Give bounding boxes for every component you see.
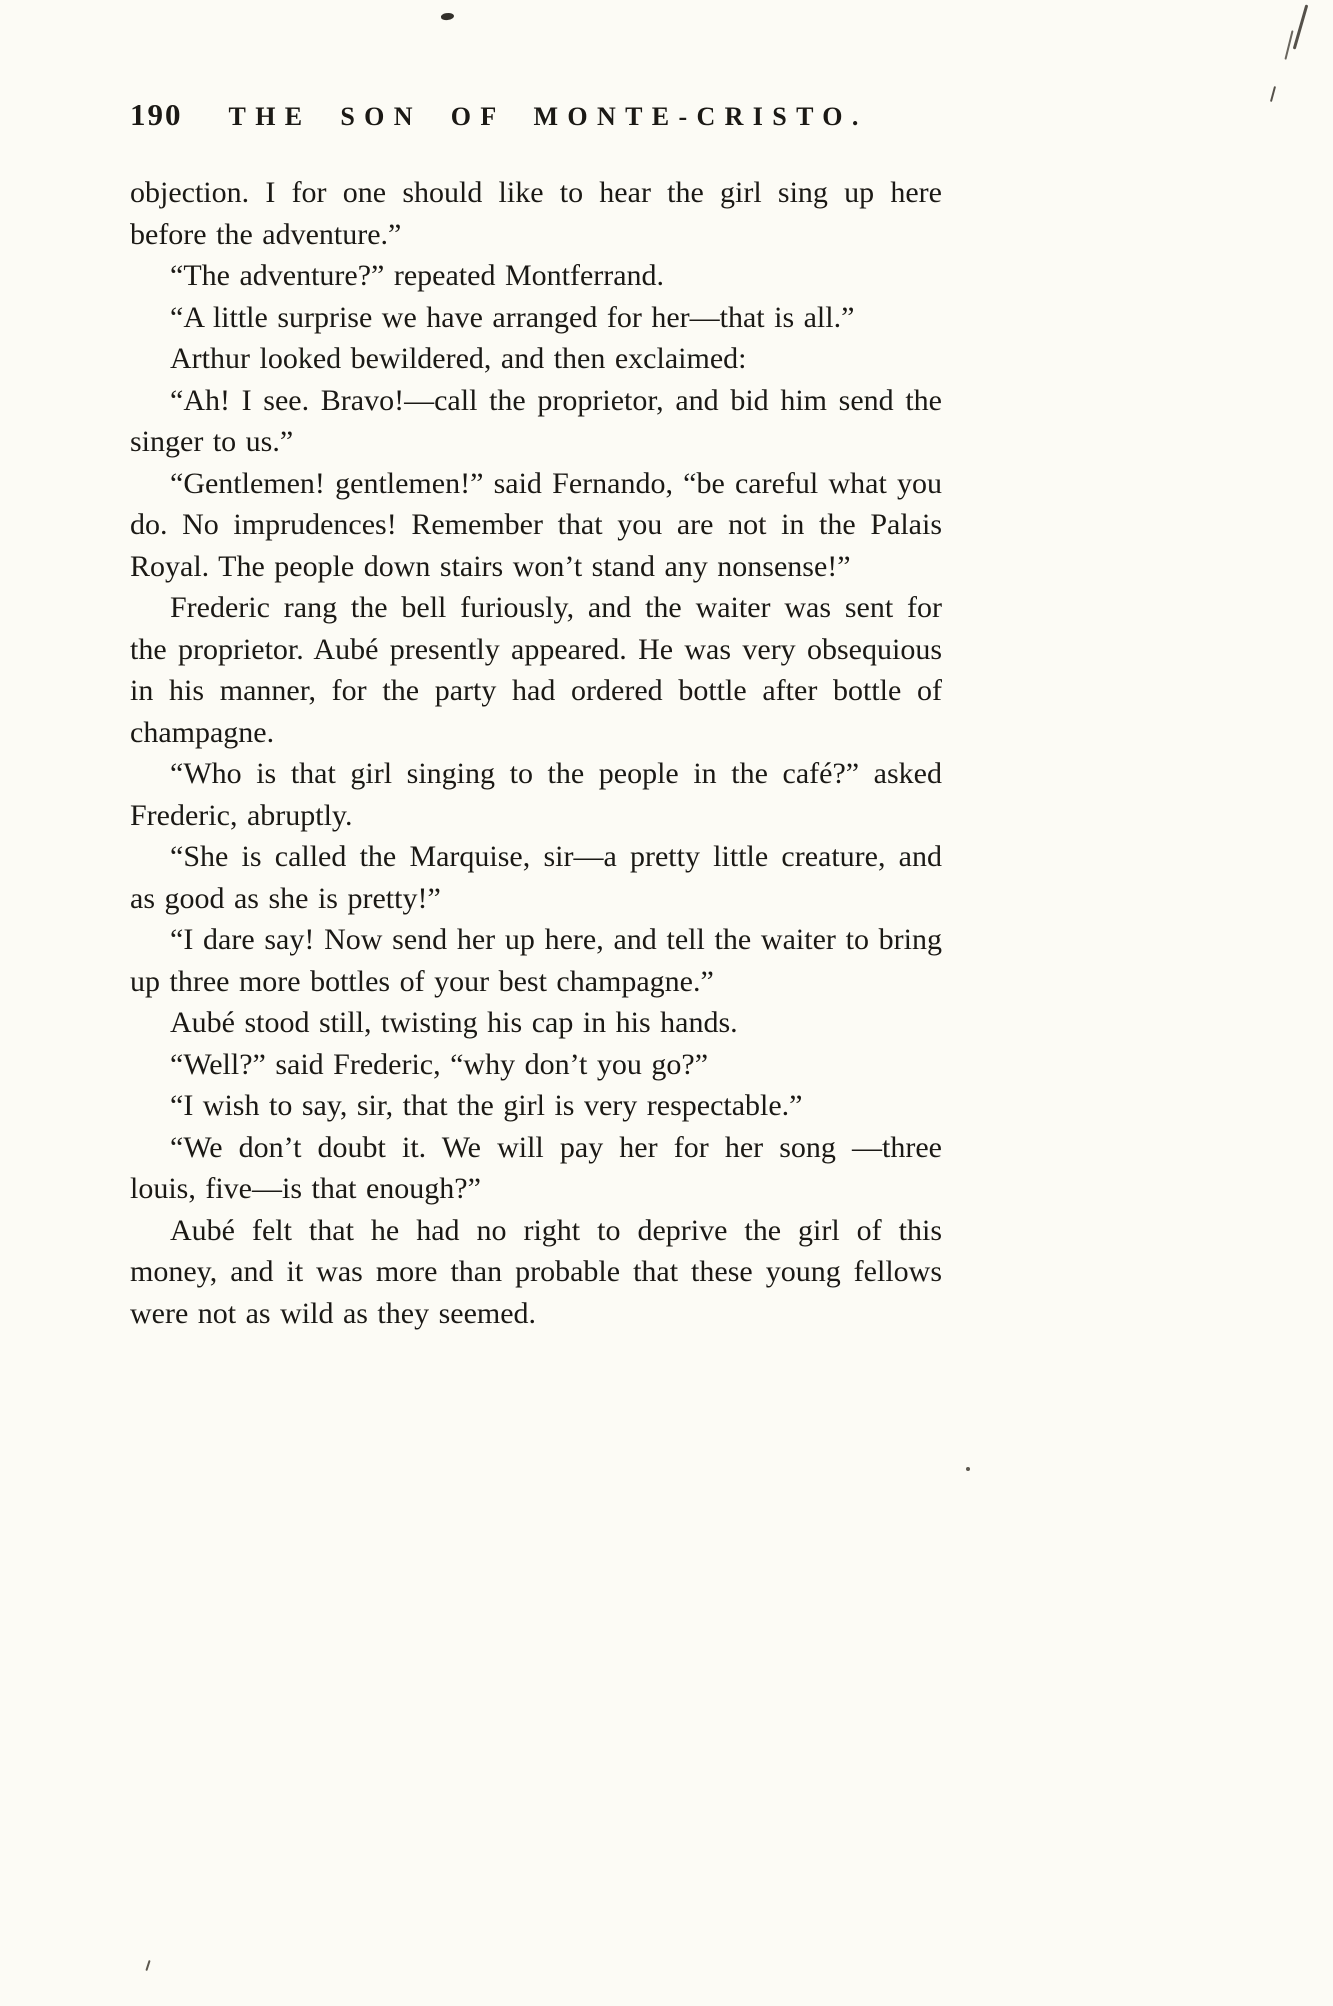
paragraph: Aubé stood still, twisting his cap in his hands. [170, 1006, 738, 1039]
paragraph: “Who is that girl singing to the people in the café?” asked Frederic, abruptly. [130, 757, 942, 832]
paragraph: objection. I for one should like to hear the girl sing up here before the adventure.” [130, 176, 942, 251]
ink-speck [966, 1467, 970, 1471]
paragraph: “The adventure?” repeated Montferrand. [170, 259, 665, 292]
running-title: THE SON OF MONTE-CRISTO. [228, 102, 868, 131]
paragraph: “Ah! I see. Bravo!—call the proprietor, and bid him send the singer to us.” [130, 383, 942, 458]
paragraph: “We don’t doubt it. We will pay her for her song —three louis, five—is that enough?” [130, 1130, 942, 1205]
paragraph: Arthur looked bewildered, and then exclaimed: [170, 342, 747, 375]
scan-slash-mark [1284, 30, 1293, 60]
scan-slash-mark [1270, 86, 1276, 102]
ink-speck [145, 1960, 150, 1971]
scan-slash-mark [1293, 4, 1309, 49]
paragraph: “I dare say! Now send her up here, and tell the waiter to bring up three more bottles of your best champagne.” [130, 923, 942, 998]
page-number: 190 [130, 97, 183, 132]
paragraph: Frederic rang the bell furiously, and the waiter was sent for the proprietor. Aubé presently appeared. He was very obsequious in his manner, for the party had ordered bottle after bottle of champagne. [130, 591, 942, 749]
paragraph: “Gentlemen! gentlemen!” said Fernando, “be careful what you do. No imprudences! Remember that you are not in the Palais Royal. The people down stairs won’t stand any nonsense!” [130, 466, 942, 583]
paragraph: “I wish to say, sir, that the girl is very respectable.” [170, 1089, 803, 1122]
paragraph: “She is called the Marquise, sir—a pretty little creature, and as good as she is pretty!” [130, 840, 942, 915]
paragraph: Aubé felt that he had no right to deprive the girl of this money, and it was more than probable that these young fellows were not as wild as they seemed. [130, 1213, 942, 1330]
paragraph: “A little surprise we have arranged for her—that is all.” [170, 300, 855, 334]
running-header [130, 97, 942, 133]
ink-speck [441, 12, 455, 21]
body-text [130, 172, 942, 1334]
paragraph: “Well?” said Frederic, “why don’t you go?” [170, 1047, 709, 1081]
